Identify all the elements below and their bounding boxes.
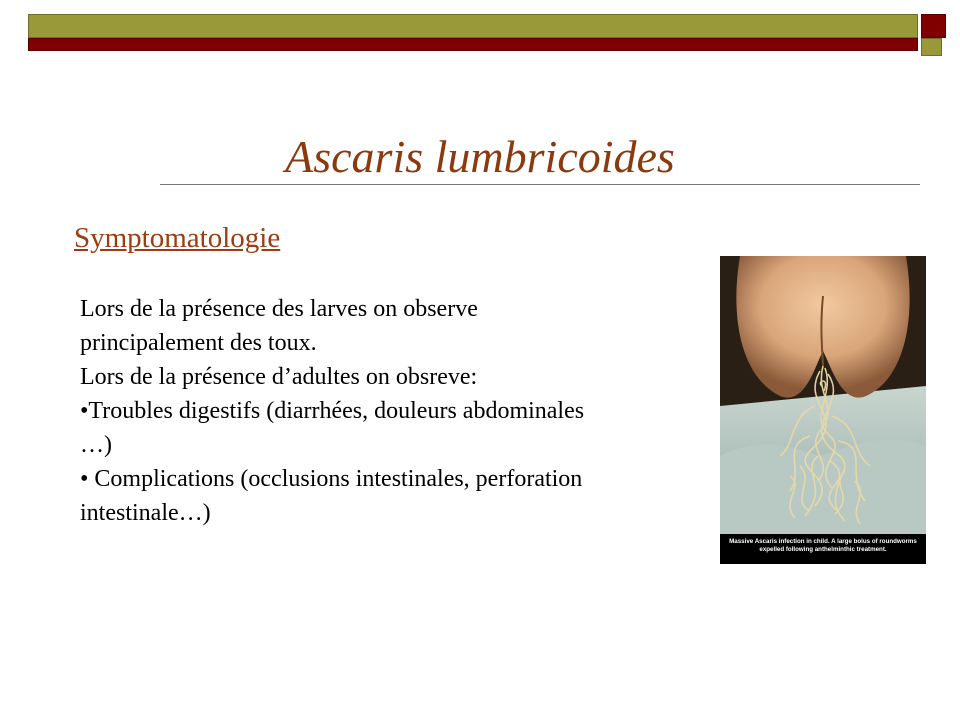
top-bar-maroon-stripe <box>28 38 918 51</box>
clinical-photo <box>720 256 926 564</box>
top-decorative-bar <box>28 14 946 54</box>
symptom-text <box>80 292 620 530</box>
clinical-photo-illustration <box>720 256 926 534</box>
text-line-adults: Lors de la présence d’adultes on obsreve: <box>80 364 478 390</box>
slide-title: Ascaris lumbricoides <box>285 131 675 182</box>
photo-caption: Massive Ascaris infection in child. A large bolus of roundworms expelled following anthelminthic treatment. <box>720 534 926 564</box>
text-line-digestive: •Troubles digestifs (diarrhées, douleurs abdominales …) <box>80 398 585 458</box>
top-bar-maroon-square <box>921 14 946 38</box>
top-bar-olive-square <box>921 38 942 56</box>
title-underline-rule <box>160 184 920 185</box>
text-line-larvae: Lors de la présence des larves on observe principalement des toux. <box>80 296 478 356</box>
section-heading: Symptomatologie <box>74 222 281 254</box>
text-line-complications: • Complications (occlusions intestinales, perforation intestinale…) <box>80 466 583 526</box>
top-bar-olive-stripe <box>28 14 918 38</box>
